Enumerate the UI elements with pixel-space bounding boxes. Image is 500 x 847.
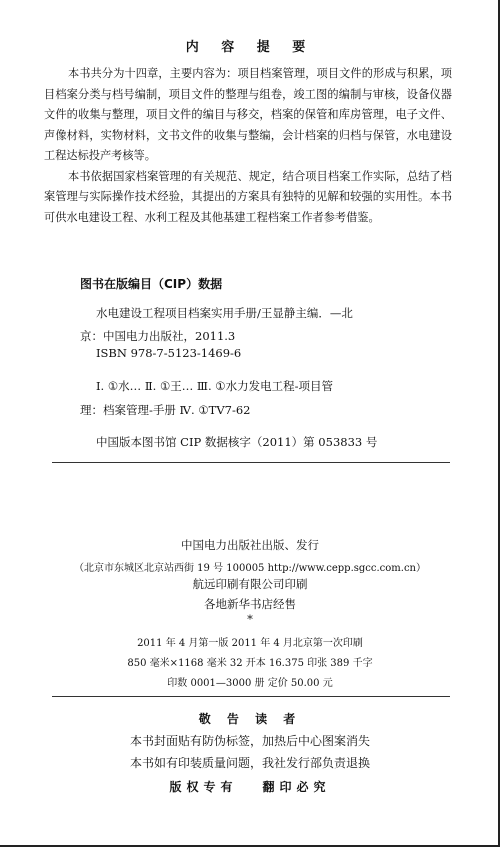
summary-body [44, 64, 452, 228]
copyright-reserved: 版权专有 [169, 780, 238, 794]
divider-lower [52, 696, 450, 697]
summary-heading: 内 容 提 要 [185, 40, 315, 55]
cip-isbn: ISBN 978-7-5123-1469-6 [96, 346, 242, 360]
print-run-line: 印数 0001—3000 册 定价 50.00 元 [167, 678, 333, 689]
publisher-address: （北京市东城区北京站西街 19 号 100005 http://www.cepp.sgcc.com.cn） [73, 563, 426, 574]
notice-line-2: 本书如有印装质量问题，我社发行部负责退换 [129, 756, 370, 770]
summary-paragraph-2: 本书依据国家档案管理的有关规范、规定，结合项目档案工作实际，总结了档案管理与实际操作技术经验，其提出的方案具有独特的见解和较强的实用性。本书可供水电建设工程、水利工程及其他基建工程档案工作者参考借鉴。 [44, 169, 452, 224]
cip-heading: 图书在版编目（CIP）数据 [80, 277, 223, 291]
cip-title-line-1: 水电建设工程项目档案实用手册/王显静主编．—北 [96, 306, 353, 320]
notice-heading: 敬 告 读 者 [198, 712, 302, 726]
cip-data-number: 中国版本图书馆 CIP 数据核字（2011）第 053833 号 [96, 435, 378, 449]
printer-line: 航远印刷有限公司印刷 [192, 577, 308, 591]
publisher-line: 中国电力出版社出版、发行 [181, 538, 319, 552]
cip-classification-line-1: Ⅰ. ①水… Ⅱ. ①王… Ⅲ. ①水力发电工程-项目管 [96, 379, 334, 393]
distributor-line: 各地新华书店经售 [204, 597, 296, 611]
copyright-no-reprint: 翻印必究 [262, 780, 331, 794]
format-line: 850 毫米×1168 毫米 32 开本 16.375 印张 389 千字 [127, 658, 373, 669]
cip-classification-line-2: 理：档案管理-手册 Ⅳ. ①TV7-62 [80, 403, 251, 417]
divider-upper [52, 462, 450, 463]
edition-line: 2011 年 4 月第一版 2011 年 4 月北京第一次印刷 [137, 638, 363, 649]
separator-star: * [247, 612, 253, 626]
copyright-line [0, 778, 500, 795]
cip-title-line-2: 京：中国电力出版社，2011.3 [80, 329, 236, 343]
summary-paragraph-1: 本书共分为十四章，主要内容为：项目档案管理，项目文件的形成与积累，项目档案分类与档号编制，项目文件的整理与组卷，竣工图的编制与审核，设备仪器文件的收集与整理，项目文件的编目与移交，档案的保管和库房管理，电子文件、声像材料，实物材料，文书文件的收集与整编，会计档案的归档与保管，水电建设工程达标投产考核等。 [44, 67, 452, 162]
notice-line-1: 本书封面贴有防伪标签，加热后中心图案消失 [129, 734, 370, 748]
